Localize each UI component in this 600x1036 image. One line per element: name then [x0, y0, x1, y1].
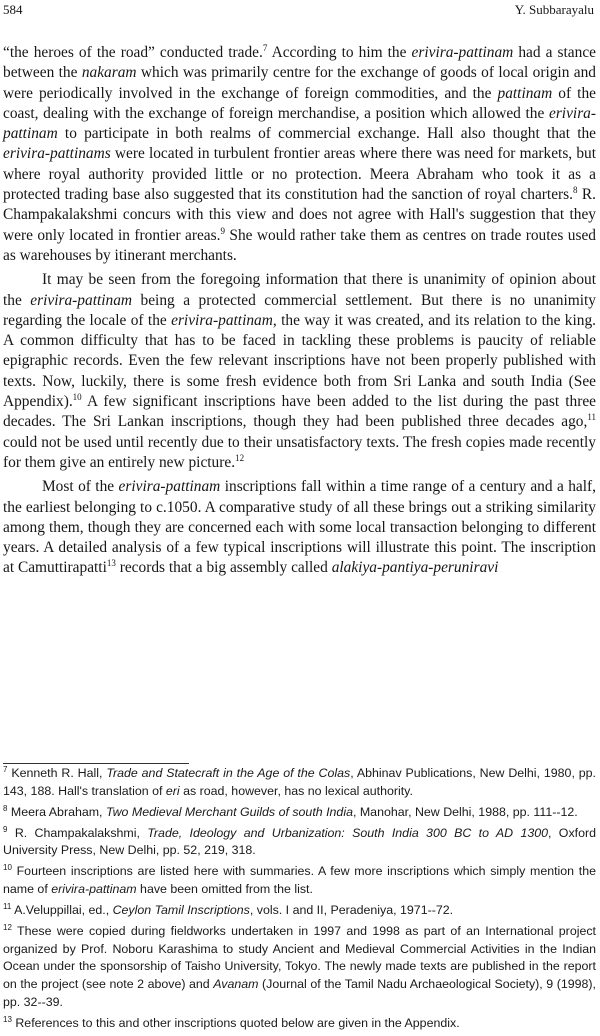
term-erivira-pattinam: erivira-pattinam	[411, 44, 514, 61]
footnote-11: $^{11}$ A.Veluppillai, ed., Ceylon Tamil Inscriptions, vols. I and II, Peradeniya, 1971--72.	[3, 902, 454, 918]
footnote-ref-12: 12	[235, 452, 245, 463]
term-pattinam: pattinam	[497, 84, 553, 102]
footnote-7: $^7$ Kenneth R. Hall, Trade and Statecraft in the Age of the Colas, Abhinav Publications, New Delhi, 1980, pp. 143, 188. Hall's translation of eri as road, however, has no lexical authority.	[3, 764, 596, 798]
footnote-8: $^8$ Meera Abraham, Two Medieval Merchant Guilds of south India, Manohar, New Delhi, 1988, pp. 111--12.	[3, 803, 578, 819]
term-erivira-pattinam: erivira-pattinam	[3, 104, 596, 143]
footnote-ref-11: 11	[587, 412, 596, 423]
footnotes	[3, 765, 596, 1036]
footnote-ref-9: 9	[220, 225, 225, 236]
term-erivira-pattinams: erivira-pattinams	[3, 145, 111, 163]
footnote-10: $^{10}$ Fourteen inscriptions are listed here with summaries. A few more inscriptions which simply mention the name of erivira-pattinam have been omitted from the list.	[3, 863, 596, 897]
term-assembly-name: alakiya-pantiya-peruniravi	[331, 559, 499, 577]
footnote-12: $^{12}$ These were copied during fieldworks undertaken in 1997 and 1998 as part of an International project organized by Prof. Noboru Karashima to study Ancient and Medieval Commercial Activities in the Indian Ocean under the sponsorship of Taisho University, Tokyo. The newly made texts are published in the report on the project (see note 2 above) and Avanam (Journal of the Tamil Nadu Archaeological Society), 9 (1998), pp. 32--39.	[3, 923, 596, 1009]
footnote-ref-8: 8	[573, 184, 578, 195]
paragraph-1: “the heroes of the road” conducted trade.$^7$ According to him the erivira-pattinam had a stance between the nakaram which was primarily centre for the exchange of goods of local origin and were periodically involved in the exchange of foreign commodities, and the pattinam of the coast, dealing with the exchange of foreign merchandise, a position which allowed the erivira-pattinam to participate in both realms of commercial exchange. Hall also thought that the erivira-pattinams were located in turbulent frontier areas where there was need for markets, but where royal authority provided little or no protection. Meera Abraham who took it as a protected trading base also suggested that its constitution had the sanction of royal charters.$^8$ R. Champakalakshmi concurs with this view and does not agree with Hall's suggestion that they were only located in frontier areas.$^9$ She would rather take them as centres on trade routes used as warehouses by itinerant merchants.	[3, 42, 596, 264]
page-number: 584	[3, 2, 23, 17]
paragraph-3: Most of the erivira-pattinam inscriptions fall within a time range of a century and a half, the earliest belonging to c.1050. A comparative study of all these brings out a striking similarity among them, though they are concerned each with some local transaction belonging to different years. A detailed analysis of a few typical inscriptions will illustrate this point. The inscription at Camuttirapatti$^{13}$ records that a big assembly called alakiya-pantiya-peruniravi	[3, 478, 597, 577]
footnote-divider	[3, 763, 189, 764]
term-nakaram: nakaram	[81, 64, 137, 82]
paragraph-2: It may be seen from the foregoing information that there is unanimity of opinion about the erivira-pattinam being a protected commercial settlement. But there is no unanimity regarding the locale of the erivira-pattinam, the way it was created, and its relation to the king. A common difficulty that has to be faced in tackling these problems is paucity of reliable epigraphic records. Even the few relevant inscriptions have not been properly published with texts. Now, luckily, there is some fresh evidence both from Sri Lanka and south India (See Appendix).$^{10}$ A few significant inscriptions have been added to the list during the past three decades. The Sri Lankan inscriptions, though they had been published three decades ago,$^{11}$ could not be used until recently due to their unsatisfactory texts. The fresh copies made recently for them give an entirely new picture.$^{12}$	[3, 271, 597, 471]
term-erivira-pattinam: erivira-pattinam	[118, 478, 221, 496]
footnote-9: $^9$ R. Champakalakshmi, Trade, Ideology and Urbanization: South India 300 BC to AD 1300, Oxford University Press, New Delhi, pp. 52, 219, 318.	[3, 824, 596, 858]
footnote-ref-13: 13	[106, 558, 116, 569]
running-header	[3, 0, 594, 20]
running-head-author: Y. Subbarayalu	[514, 2, 594, 17]
main-text	[3, 43, 596, 579]
term-erivira-pattinam: erivira-pattinam	[30, 291, 133, 309]
footnote-ref-7: 7	[262, 42, 268, 53]
footnote-ref-10: 10	[72, 391, 82, 402]
term-erivira-pattinam: erivira-pattinam	[171, 311, 273, 329]
footnote-13: $^{13}$ References to this and other inscriptions quoted below are given in the Appendix.	[3, 1014, 460, 1030]
